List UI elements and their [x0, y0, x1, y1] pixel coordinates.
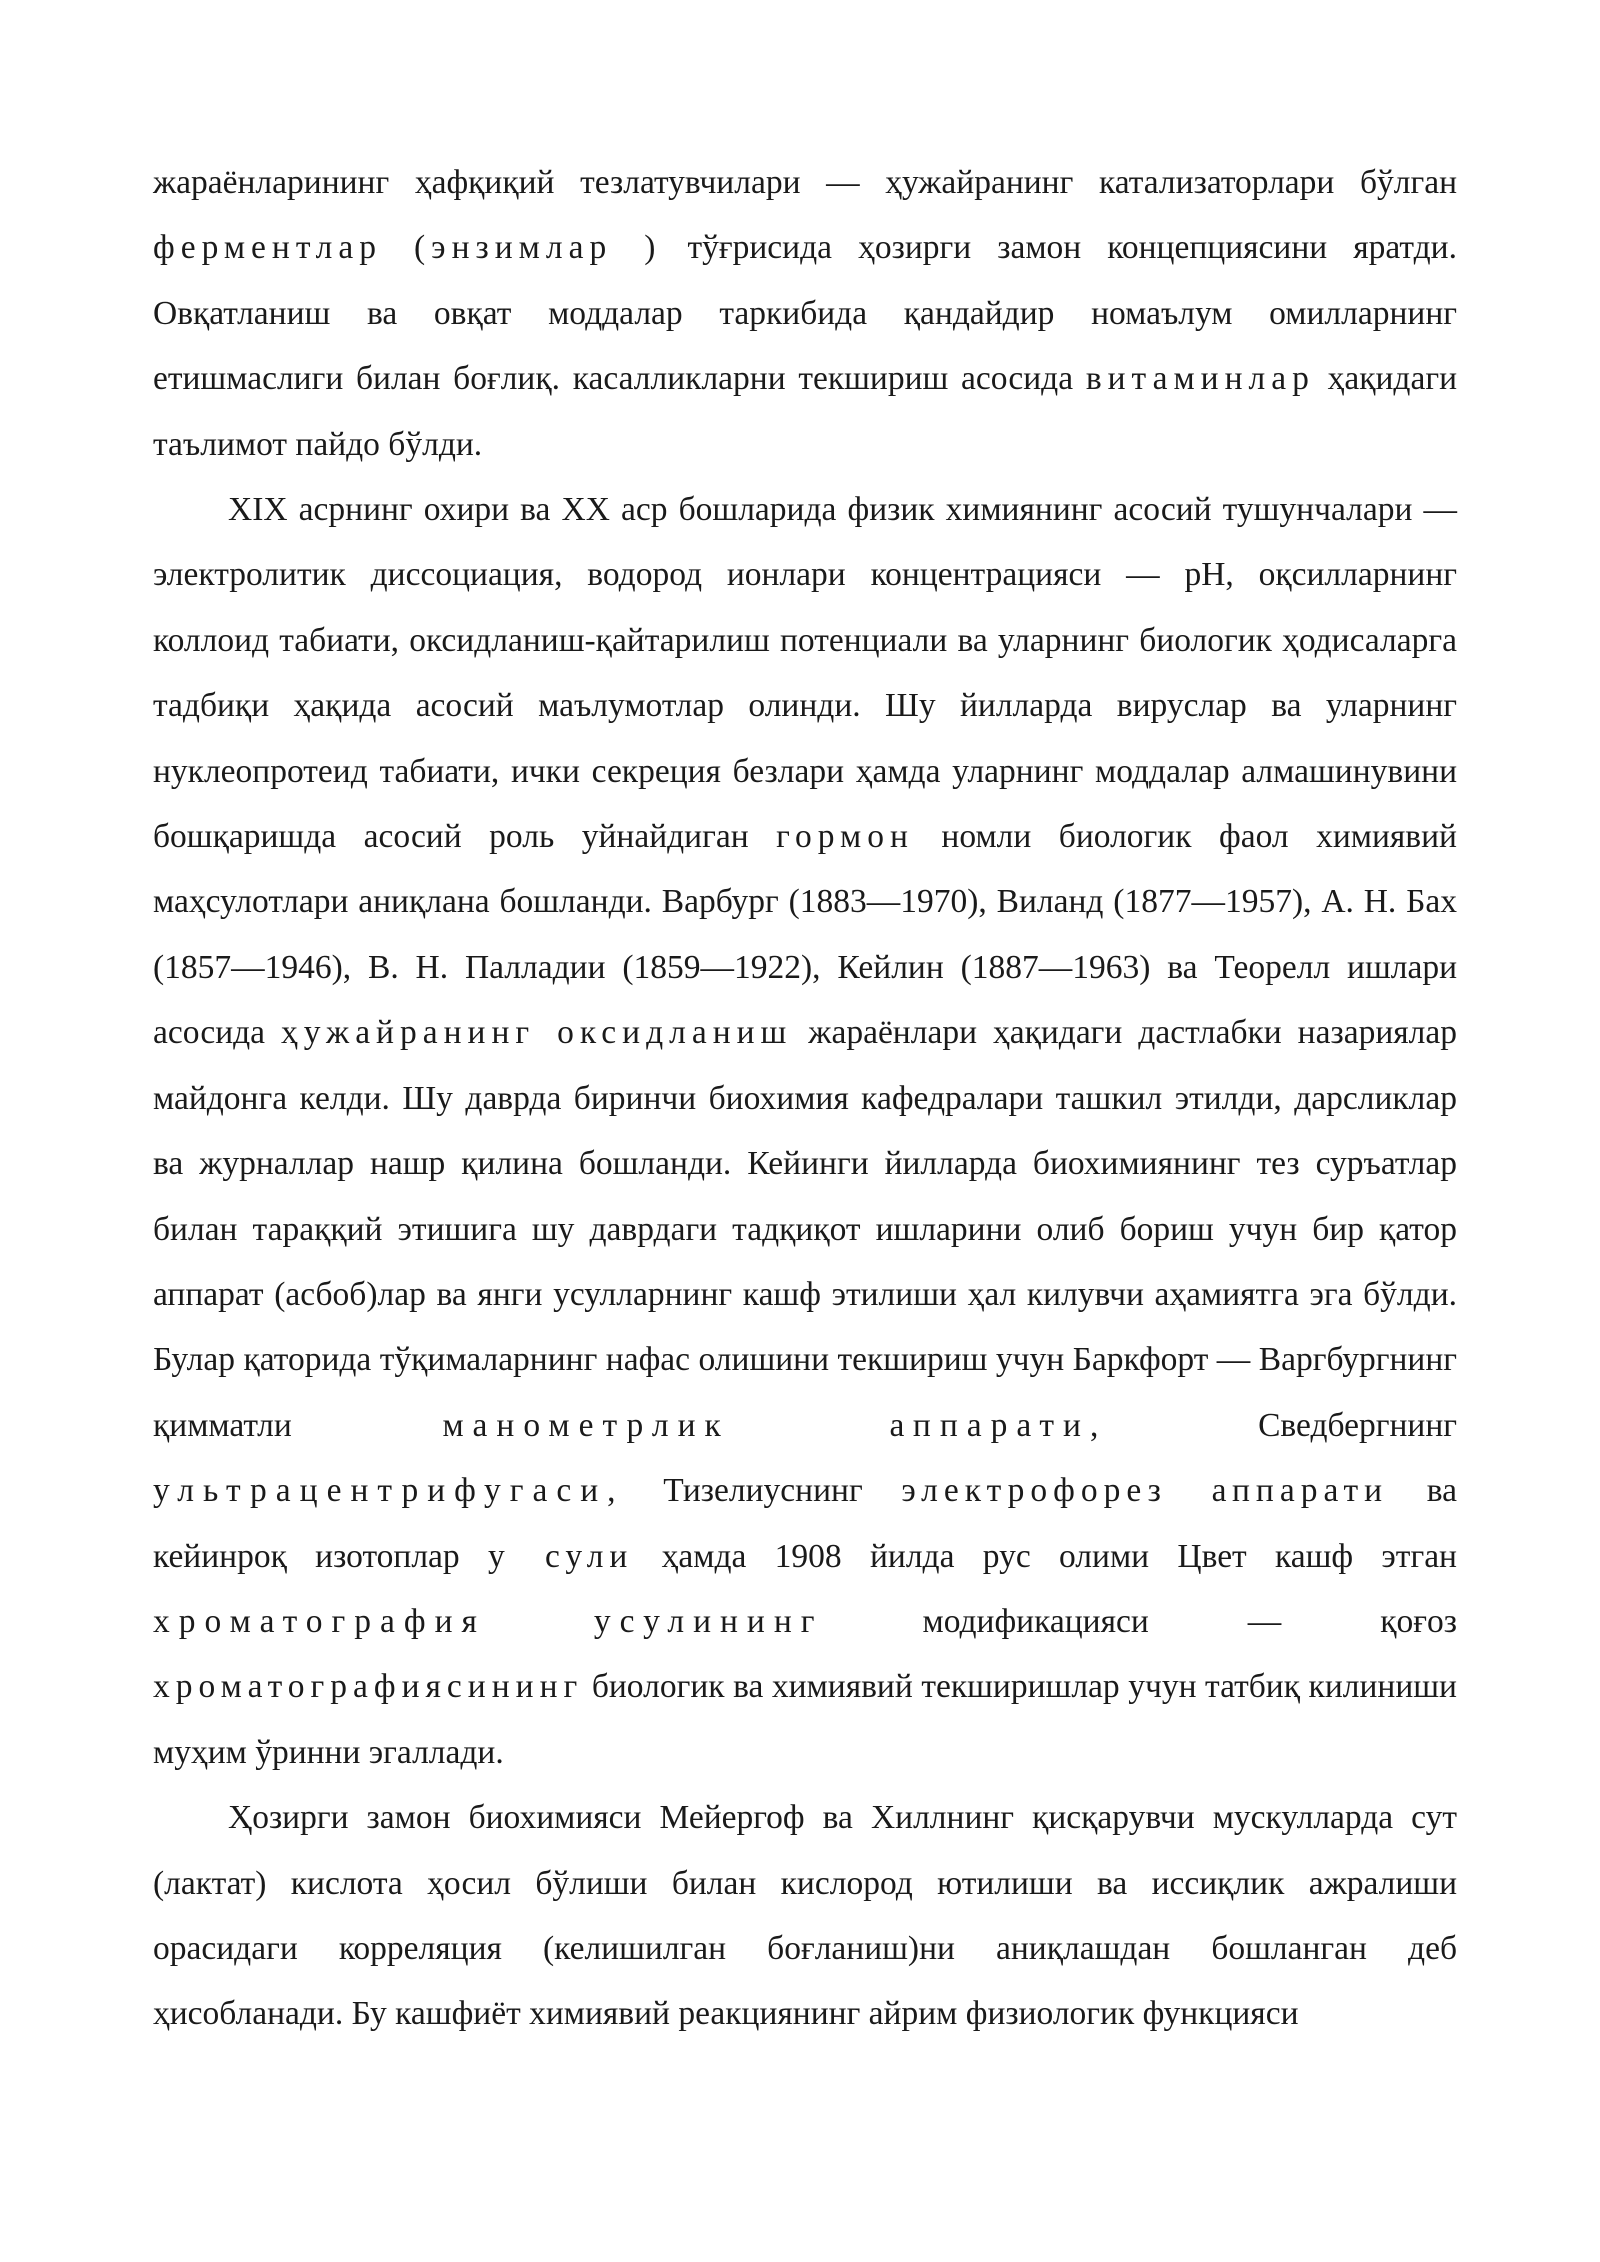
text-run: ва кейинроқ изотоплар [153, 1472, 1457, 1575]
text-run: XIX асрнинг охири ва XX аср бошларида физик химиянинг асосий тушунчалари — электролитик диссоциация, водород ионлари концентрацияси — pH, оқсилларнинг коллоид табиати, оксидланиш-қайтарилиш потенциали ва уларнинг биологик ҳодисаларга тадбиқи ҳақида асосий маълумотлар олинди. Шу йилларда вируслар ва уларнинг нуклеопротеид табиати, ички секреция безлари ҳамда уларнинг моддалар алмашинувини бошқаришда асосий роль уйнайдиган [153, 491, 1457, 856]
paragraph-3 [153, 1785, 1457, 2047]
spaced-term-xromatografiyasi: хроматографиясининг [153, 1668, 584, 1706]
spaced-term-xromatografiya: хроматография усулининг [153, 1602, 824, 1640]
text-run: номли биологик фаол химиявий маҳсулотлари аниқлана бошланди. Варбург (1883—1970), Виланд (1877—1957), А. Н. Бах (1857—1946), В. Н. Палладии (1859—1922), Кейлин (1887—1963) ва Теорелл ишлари асосида [153, 818, 1457, 1052]
spaced-term-manometr: манометрлик аппарати, [442, 1406, 1108, 1444]
spaced-term-oksidlanish: ҳужайранинг оксидланиш [280, 1014, 793, 1052]
text-run: жараёнлари ҳақидаги дастлабки назариялар майдонга келди. Шу даврда биринчи биохимия кафедралари ташкил этилди, дарсликлар ва журналлар нашр қилина бошланди. Кейинги йилларда биохимиянинг тез суръатлар билан тараққий этишига шу даврдаги тадқиқот ишларини олиб бориш учун бир қатор аппарат (асбоб)лар ва янги усулларнинг кашф этилиши ҳал килувчи аҳамиятга эга бўлди. Булар қаторида тўқималарнинг нафас олишини текшириш учун Баркфорт — Варгбургнинг қимматли [153, 1014, 1457, 1444]
spaced-term-ultracentrifuga: ультрацентрифугаси, [153, 1472, 625, 1510]
text-run: Сведбергнинг [1107, 1406, 1457, 1444]
text-run: биологик ва химиявий текширишлар учун татбиқ килиниши муҳим ўринни эгаллади. [153, 1668, 1457, 1771]
text-run: Тизелиуснинг [624, 1472, 902, 1510]
spaced-term-fermentlar: ферментлар (энзимлар ) [153, 229, 662, 267]
spaced-term-elektroforez: электрофорез аппарати [901, 1472, 1389, 1510]
text-run: жараёнларининг ҳафқиқий тезлатувчилари — ҳужайранинг катализаторлари бўлган [153, 164, 1457, 201]
paragraph-1 [153, 150, 1457, 477]
paragraph-2 [153, 477, 1457, 1785]
text-run: тўғрисида ҳозирги замон концепциясини яратди. Овқатланиш ва овқат моддалар таркибида қандайдир номаълум омилларнинг етишмаслиги билан боғлиқ. касалликларни текшириш асосида [153, 229, 1457, 398]
spaced-term-usuli: у сули [487, 1537, 634, 1575]
text-run: модификацияси — қоғоз [823, 1602, 1457, 1640]
text-run: ҳамда 1908 йилда рус олими Цвет кашф этган [633, 1537, 1457, 1575]
text-run: Ҳозирги замон биохимияси Мейергоф ва Хиллнинг қисқарувчи мускулларда сут (лактат) кислота ҳосил бўлиши билан кислород ютилиши ва иссиқлик ажралиши орасидаги корреляция (келишилган боғланиш)ни аниқлашдан бошланган деб ҳисобланади. Бу кашфиёт химиявий реакциянинг айрим физиологик функцияси [153, 1799, 1457, 2033]
text-run: ҳақидаги таълимот пайдо бўлди. [153, 360, 1457, 463]
spaced-term-gormon: гормон [776, 818, 914, 856]
spaced-term-vitaminlar: витаминлар [1085, 360, 1315, 398]
